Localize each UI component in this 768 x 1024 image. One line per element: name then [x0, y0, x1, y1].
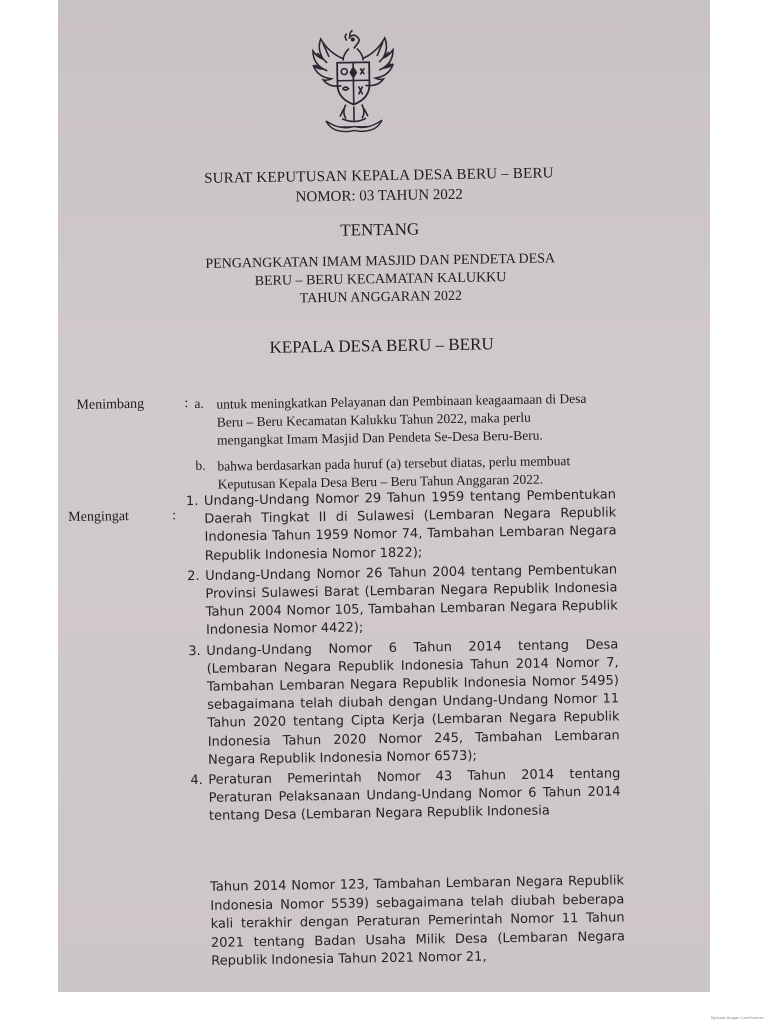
- scanner-watermark: Dipindai dengan CamScanner: [710, 1015, 764, 1020]
- subject-line-2: BERU – BERU KECAMATAN KALUKKU: [254, 270, 507, 290]
- decree-title: SURAT KEPUTUSAN KEPALA DESA BERU – BERU: [204, 165, 554, 187]
- authority-heading: KEPALA DESA BERU – BERU: [269, 334, 494, 357]
- mengingat-list: [186, 486, 621, 828]
- garuda-emblem-icon: [297, 28, 411, 142]
- list-item-text: Undang-Undang Nomor 26 Tahun 2004 tentang Pembentukan Provinsi Sulawesi Barat (Lembaran Negara Republik Indonesia Tahun 2004 Nomor 105, Tambahan Lembaran Negara Republik Indonesia Nomor 4422);: [205, 562, 618, 639]
- decree-number: NOMOR: 03 TAHUN 2022: [295, 186, 463, 206]
- list-item-text: Undang-Undang Nomor 29 Tahun 1959 tentang Pembentukan Daerah Tingkat II di Sulawesi (Lembaran Negara Republik Indonesia Tahun 1959 Nomor 74, Tambahan Lembaran Negara Republik Indonesia Nomor 1822);: [203, 487, 617, 564]
- list-item: [188, 636, 620, 770]
- menimbang-label: Menimbang: [76, 396, 145, 413]
- list-item-number: 4.: [190, 772, 203, 789]
- menimbang-marker-a: a.: [194, 395, 204, 412]
- subject-line-3: TAHUN ANGGARAN 2022: [299, 288, 463, 307]
- list-item-number: 2.: [187, 568, 200, 584]
- list-item: [186, 486, 617, 566]
- scanned-page: [58, 0, 710, 992]
- subject-line-1: PENGANGKATAN IMAM MASJID DAN PENDETA DESA: [205, 251, 556, 272]
- tentang-heading: TENTANG: [340, 219, 420, 240]
- menimbang-item-a-line: mengangkat Imam Masjid Dan Pendeta Se-Desa Beru-Beru.: [216, 427, 543, 448]
- menimbang-colon: :: [184, 396, 189, 412]
- menimbang-item-b-line: bahwa berdasarkan pada huruf (a) tersebut diatas, perlu membuat: [217, 453, 571, 474]
- list-item-text: Peraturan Pemerintah Nomor 43 Tahun 2014 tentang Peraturan Pelaksanaan Undang-Undang Nomor 6 Tahun 2014 tentang Desa (Lembaran Negara Republik Indonesia: [208, 766, 621, 825]
- document-content: [58, 0, 710, 992]
- list-item-number: 3.: [188, 643, 201, 659]
- list-item-number: 1.: [185, 493, 199, 510]
- menimbang-item-b-line: Keputusan Kepala Desa Beru – Beru Tahun Anggaran 2022.: [217, 471, 544, 492]
- list-item: [190, 765, 621, 826]
- menimbang-item-a: [216, 390, 587, 450]
- mengingat-continuation: Tahun 2014 Nomor 123, Tambahan Lembaran Negara Republik Indonesia Nomor 5539) sebagaimana telah diubah beberapa kali terakhir dengan Peraturan Pemerintah Nomor 11 Tahun 2021 tentang Badan Usaha Milik Desa (Lembaran Negara Republik Indonesia Tahun 2021 Nomor 21,: [209, 873, 626, 969]
- list-item-text: Undang-Undang Nomor 6 Tahun 2014 tentang Desa (Lembaran Negara Republik Indonesia Tahun 2014 Nomor 7, Tambahan Lembaran Negara Republik Indonesia Nomor 5495) sebagaimana telah diubah dengan Undang-Undang Nomor 11 Tahun 2020 tentang Cipta Kerja (Lembaran Negara Republik Indonesia Tahun 2020 Nomor 245, Tambahan Lembaran Negara Republik Indonesia Nomor 6573);: [206, 637, 620, 768]
- menimbang-item-a-line: untuk meningkatkan Pelayanan dan Pembinaan keagaamaan di Desa: [216, 390, 587, 412]
- menimbang-marker-b: b.: [195, 457, 206, 474]
- menimbang-item-a-line: Beru – Beru Kecamatan Kalukku Tahun 2022, maka perlu: [216, 409, 531, 430]
- list-item: [187, 561, 618, 641]
- mengingat-colon: :: [172, 508, 177, 524]
- mengingat-label: Mengingat: [68, 509, 130, 526]
